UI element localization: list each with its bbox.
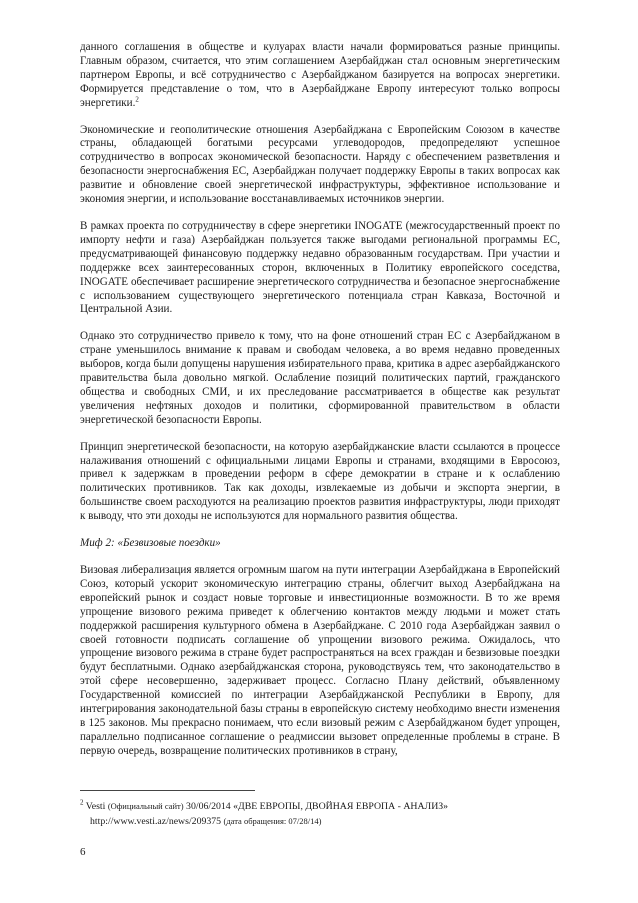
- footnote-url[interactable]: http://www.vesti.az/news/209375: [90, 816, 222, 827]
- footnote-reference[interactable]: 2: [135, 94, 139, 103]
- footnote-access-note: (дата обращения: 07/28/14): [223, 816, 322, 826]
- footnote: [80, 799, 560, 829]
- page-number: 6: [80, 846, 86, 858]
- footnote-number: 2: [80, 798, 84, 807]
- paragraph: Принцип энергетической безопасности, на которую азербайджанские власти ссылаются в процессе налаживания отношений с официальными лицами Европы и странами, входящими в Евросоюз, привел к задержкам в проведении реформ в сфере демократии в стране и к ослаблению политических противников. Так как доходы, извлекаемые из добычи и экспорта энергии, в большинстве своем расходуются на реализацию проектов развития инфраструктуры, люди приходят к выводу, что эти доходы не используются для нормального развития общества.: [80, 440, 560, 523]
- paragraph: Экономические и геополитические отношения Азербайджана с Европейским Союзом в качестве страны, обладающей богатыми ресурсами углеводородов, предопределяют успешное сотрудничество в вопросах экономической безопасности. Наряду с обеспечением разветвления и безопасности энергоснабжения ЕС, Азербайджан получает поддержку Европы в таких вопросах как развитие и обновление своей энергетической инфраструктуры, эффективное использование и экономия энергии, и использование восстанавливаемых источников энергии.: [80, 123, 560, 206]
- paragraph: Визовая либерализация является огромным шагом на пути интеграции Азербайджана в Европейский Союз, который ускорит экономическую интеграцию страны, облегчит выход Азербайджана на европейский рынок и создаст новые торговые и инвестиционные возможности. В то же время упрощение визового режима приведет к облегчению контактов между людьми и может стать поддержкой расширения культурного обмена в Азербайджане. С 2010 года Азербайджан заявил о своей готовности подписать соглашение об упрощении визового режима. Ожидалось, что упрощение визового режима в стране будет распространяться на всех граждан и безвизовые поездки будут бесплатными. Однако азербайджанская сторона, руководствуясь тем, что законодательство в этой сфере несовершенно, задерживает процесс. Согласно Плану действий, объявленному Государственной комиссией по интеграции Азербайджанской Республики в Европу, для интегрирования законодательной базы страны в европейскую систему необходимо внести изменения в 125 законов. Мы прекрасно понимаем, что если визовый режим с Азербайджаном будет упрощен, параллельно подписанное соглашение о реадмиссии вызовет определенные проблемы в стране. В первую очередь, возвращение политических противников в страну,: [80, 564, 560, 757]
- footnote-source: Vesti: [85, 801, 106, 812]
- document-body: [80, 41, 560, 772]
- paragraph: [80, 41, 560, 111]
- footnote-divider: [80, 790, 255, 791]
- footnote-source-note: (Официальный сайт): [107, 801, 184, 811]
- paragraph: Однако это сотрудничество привело к тому, что на фоне отношений стран ЕС с Азербайджаном в стране уменьшилось внимание к правам и свободам человека, а во время недавно проведенных выборов, когда были допущены нарушения избирательного права, критика в адрес азербайджанского правительства была довольно мягкой. Ослабление позиций политических партий, гражданского общества и свободных СМИ, и их преследование рассматривается в обществе как результат увеличения нефтяных доходов и политики, сформированной правительством в области энергетической безопасности Европы.: [80, 330, 560, 426]
- paragraph-text: данного соглашения в обществе и кулуарах власти начали формироваться разные принципы. Главным образом, считается, что этим соглашением Азербайджан стал основным энергетическим партнером Европы, и всё сотрудничество с Азербайджаном базируется на вопросах энергетики. Формируется представление о том, что в Азербайджане Европу интересуют только вопросы энергетики.: [80, 41, 560, 109]
- paragraph: В рамках проекта по сотрудничеству в сфере энергетики INOGATE (межгосударственный проект по импорту нефти и газа) Азербайджан пользуется также выгодами региональной программы ЕС, предусматривающей финансовую поддержку недавно образованным государствам. При участии и поддержке всех заинтересованных сторон, включенных в Политику европейского соседства, INOGATE обеспечивает расширение энергетического сотрудничества и безопасное энергоснабжение с использованием существующего энергетического потенциала стран Кавказа, Восточной и Центральной Азии.: [80, 219, 560, 316]
- footnote-title: 30/06/2014 «ДВЕ ЕВРОПЫ, ДВОЙНАЯ ЕВРОПА - АНАЛИЗ»: [186, 801, 449, 812]
- section-heading: Миф 2: «Безвизовые поездки»: [80, 537, 221, 550]
